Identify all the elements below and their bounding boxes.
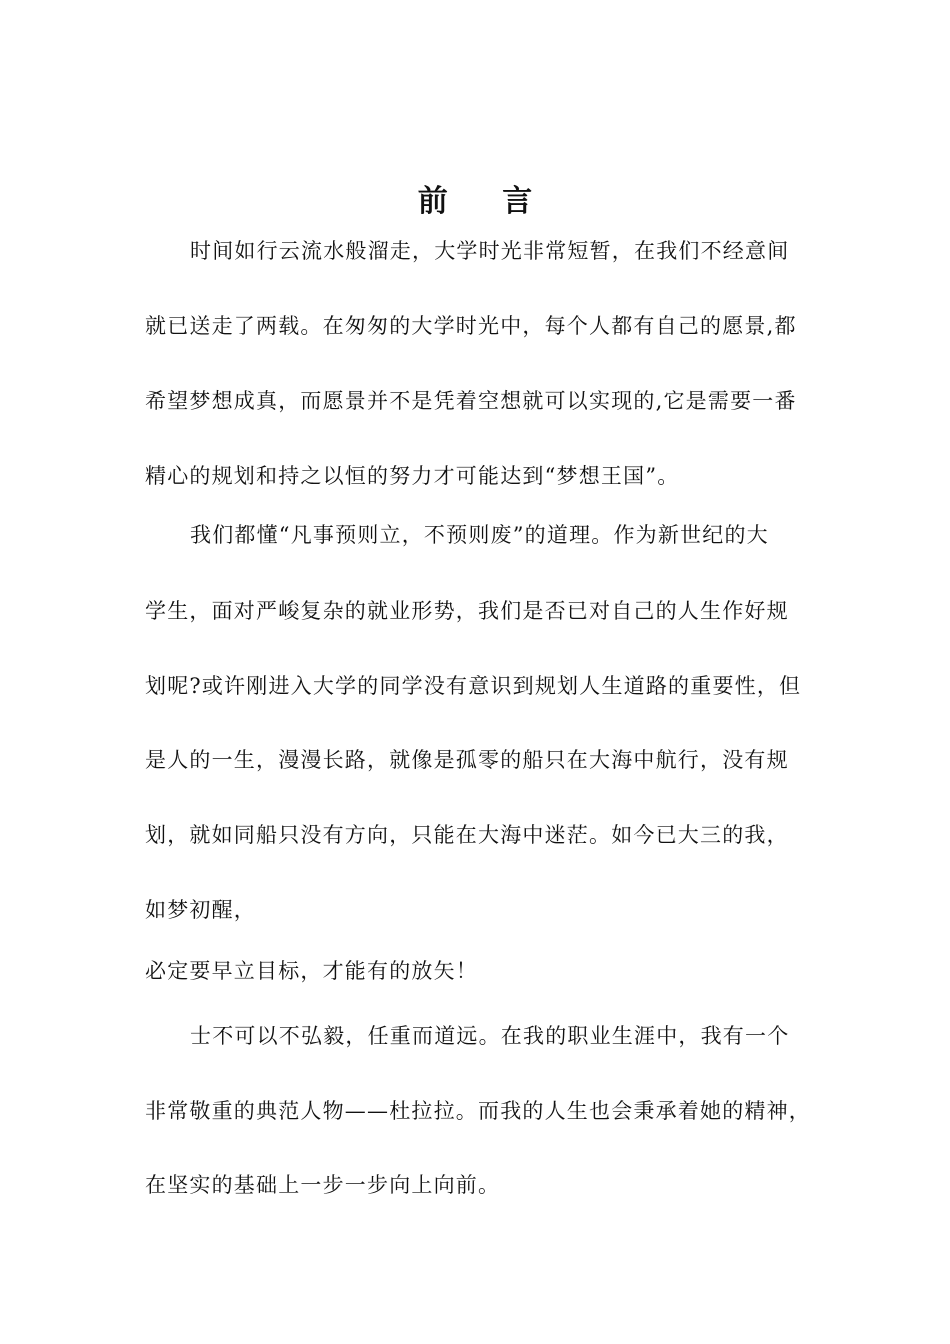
paragraph-line: 在坚实的基础上一步一步向上向前。 bbox=[145, 1173, 501, 1197]
paragraph-line: 必定要早立目标，才能有的放矢！ bbox=[145, 959, 478, 983]
paragraph-line: 希望梦想成真，而愿景并不是凭着空想就可以实现的,它是需要一番 bbox=[145, 389, 797, 413]
paragraph-line: 我们都懂“凡事预则立，不预则废”的道理。作为新世纪的大 bbox=[190, 523, 769, 547]
paragraph-line: 学生，面对严峻复杂的就业形势，我们是否已对自己的人生作好规 bbox=[145, 599, 789, 623]
paragraph-line: 划，就如同船只没有方向，只能在大海中迷茫。如今已大三的我， bbox=[145, 823, 789, 847]
paragraph-line: 精心的规划和持之以恒的努力才可能达到“梦想王国”。 bbox=[145, 464, 680, 488]
paragraph-line: 如梦初醒， bbox=[145, 898, 256, 922]
paragraph-line: 是人的一生，漫漫长路，就像是孤零的船只在大海中航行，没有规 bbox=[145, 748, 789, 772]
paragraph-line: 时间如行云流水般溜走，大学时光非常短暂，在我们不经意间 bbox=[190, 239, 790, 263]
paragraph-line: 士不可以不弘毅，任重而道远。在我的职业生涯中，我有一个 bbox=[190, 1024, 790, 1048]
paragraph-line: 划呢?或许刚进入大学的同学没有意识到规划人生道路的重要性，但 bbox=[145, 674, 802, 698]
paragraph-line: 非常敬重的典范人物——杜拉拉。而我的人生也会秉承着她的精神， bbox=[145, 1099, 811, 1123]
page-title: 前 言 bbox=[417, 184, 555, 219]
paragraph-line: 就已送走了两载。在匆匆的大学时光中，每个人都有自己的愿景,都 bbox=[145, 314, 797, 338]
